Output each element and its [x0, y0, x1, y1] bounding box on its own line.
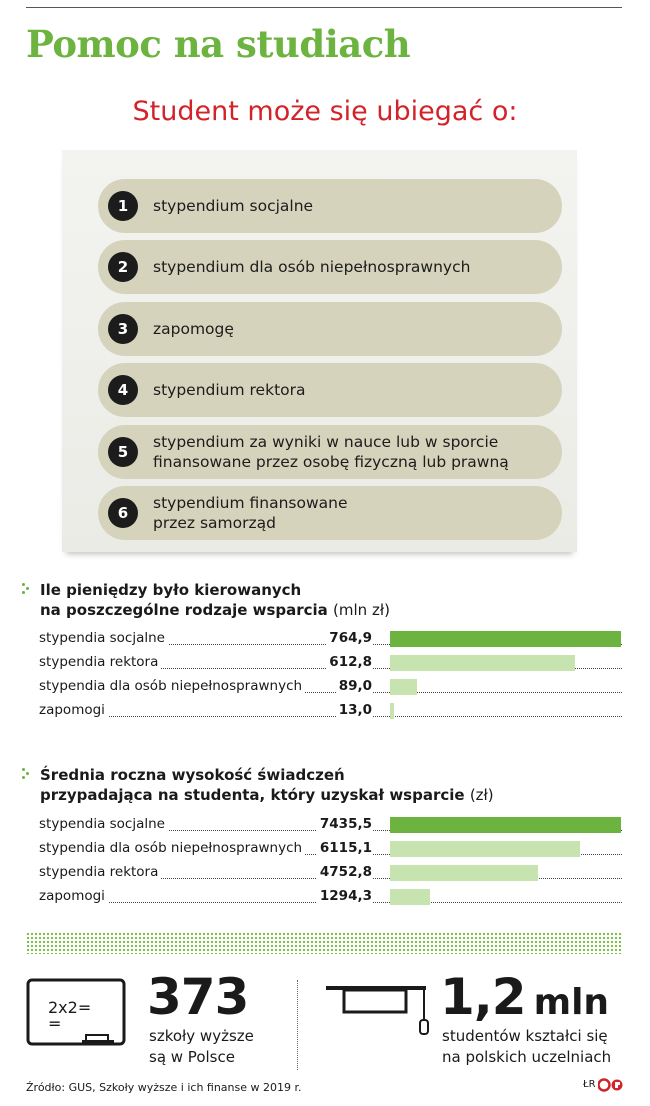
- chart2-row: [39, 838, 622, 862]
- chart2-bar: [390, 889, 430, 905]
- schools-count: 373: [147, 968, 249, 1026]
- chart2-category-label: stypendia socjalne: [39, 816, 168, 832]
- option-number: 4: [108, 375, 138, 405]
- chart2-value-label: 6115,1: [317, 840, 373, 856]
- option-number: 5: [108, 437, 138, 467]
- chart2-title-line1: Średnia roczna wysokość świadczeń: [40, 766, 345, 784]
- chart2-value-label: 1294,3: [317, 888, 373, 904]
- chart1-title-line2: na poszczególne rodzaje wsparcia: [40, 601, 328, 619]
- option-item: [98, 486, 562, 540]
- option-text: stypendium socjalne: [153, 197, 314, 215]
- chart1-value-label: 89,0: [336, 678, 373, 694]
- chart2-value-label: 7435,5: [317, 816, 373, 832]
- chart1-bar: [390, 703, 394, 719]
- chart1-row: [39, 652, 622, 676]
- bullet-icon: [22, 766, 32, 782]
- blackboard-text: 2x2= =: [48, 998, 92, 1033]
- option-item: [98, 179, 562, 233]
- students-text: studentów kształci się na polskich uczelniach: [442, 1027, 612, 1066]
- chart2-row: [39, 814, 622, 838]
- author-credit: ŁR: [583, 1079, 596, 1090]
- chart1-bar: [390, 679, 417, 695]
- chart2-category-label: zapomogi: [39, 888, 108, 904]
- students-unit: mln: [533, 982, 610, 1023]
- chart2-category-label: stypendia dla osób niepełnosprawnych: [39, 840, 305, 856]
- option-item: [98, 240, 562, 294]
- chart1-value-label: 612,8: [326, 654, 373, 670]
- chart2-title-line2: przypadająca na studenta, który uzyskał wsparcie: [40, 786, 465, 804]
- chart1-value-label: 764,9: [326, 630, 373, 646]
- chart1-bar: [390, 631, 621, 647]
- chart2-value-label: 4752,8: [317, 864, 373, 880]
- option-item: [98, 425, 562, 479]
- bullet-icon: [22, 581, 32, 597]
- chart1-row: [39, 700, 622, 724]
- option-item: [98, 363, 562, 417]
- chart1-category-label: stypendia dla osób niepełnosprawnych: [39, 678, 305, 694]
- students-count: [440, 968, 609, 1026]
- chart2-bar: [390, 817, 621, 833]
- chart1-title-line1: Ile pieniędzy było kierowanych: [40, 581, 302, 599]
- chart1-category-label: stypendia rektora: [39, 654, 161, 670]
- option-number: 3: [108, 314, 138, 344]
- schools-text: szkoły wyższe są w Polsce: [149, 1027, 254, 1066]
- chart1-category-label: zapomogi: [39, 702, 108, 718]
- subtitle: Student może się ubiegać o:: [132, 96, 518, 127]
- chart1-value-label: 13,0: [336, 702, 373, 718]
- chart2-row: [39, 862, 622, 886]
- option-text: stypendium rektora: [153, 381, 306, 399]
- dotted-band: [26, 932, 622, 954]
- option-number: 6: [108, 498, 138, 528]
- chart1-leader-dots: [39, 716, 622, 717]
- graduation-cap-icon: [322, 978, 434, 1040]
- option-text: stypendium za wyniki w nauce lub w sporcie finansowane przez osobę fizyczną lub prawną: [153, 433, 509, 471]
- publisher-logo-icon: [598, 1076, 624, 1094]
- chart2-bar: [390, 841, 580, 857]
- options-panel: [62, 150, 577, 552]
- chart1-bar: [390, 655, 575, 671]
- chart1-unit: (mln zł): [333, 601, 390, 619]
- option-text: zapomogę: [153, 320, 234, 338]
- page-title: Pomoc na studiach: [26, 22, 411, 66]
- divider: [297, 980, 298, 1070]
- chart2-unit: (zł): [469, 786, 494, 804]
- option-number: 1: [108, 191, 138, 221]
- option-text: stypendium finansowane przez samorząd: [153, 494, 348, 532]
- chart1-row: [39, 628, 622, 652]
- chart1-category-label: stypendia socjalne: [39, 630, 168, 646]
- chart2-bar: [390, 865, 538, 881]
- students-number: 1,2: [440, 968, 526, 1026]
- option-item: [98, 302, 562, 356]
- option-text: stypendium dla osób niepełnosprawnych: [153, 258, 471, 276]
- source-note: Źródło: GUS, Szkoły wyższe i ich finanse w 2019 r.: [26, 1081, 302, 1094]
- top-rule: [26, 7, 622, 8]
- chart2-category-label: stypendia rektora: [39, 864, 161, 880]
- option-number: 2: [108, 252, 138, 282]
- chart2-row: [39, 886, 622, 910]
- chart1-row: [39, 676, 622, 700]
